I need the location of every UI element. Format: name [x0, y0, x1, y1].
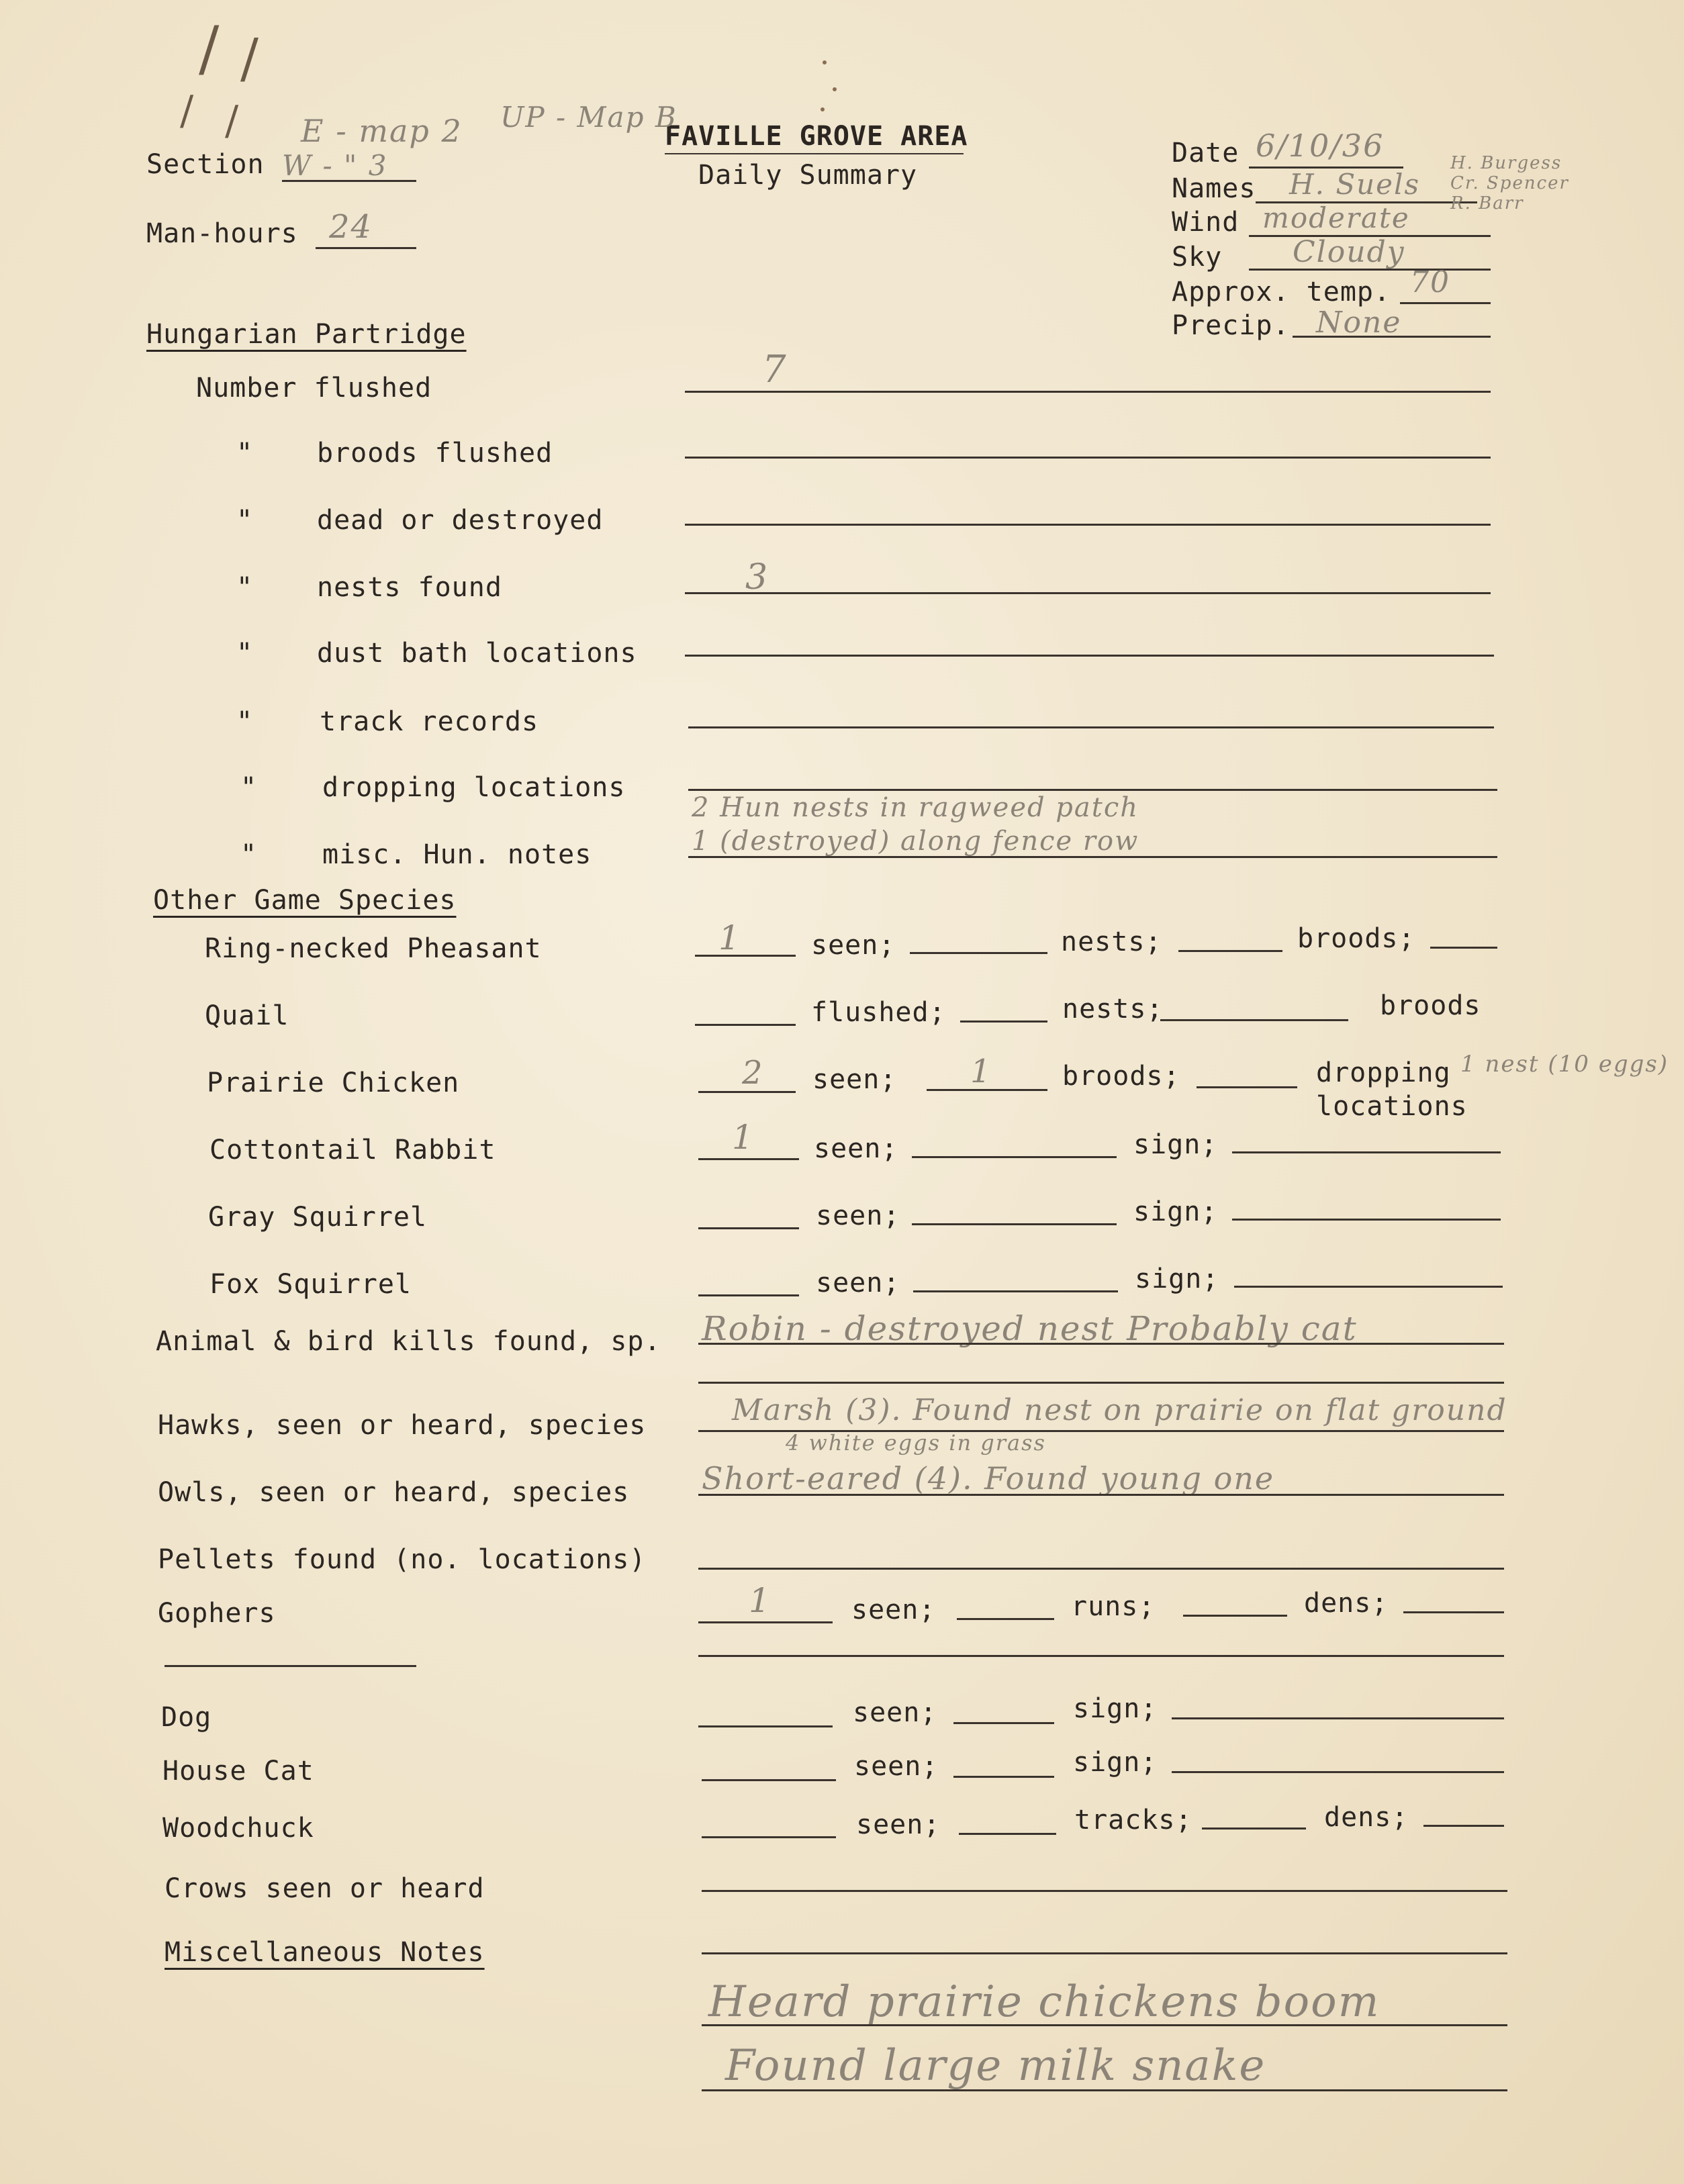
gophers-dens-blank	[1183, 1615, 1287, 1617]
temp-label: Approx. temp.	[1172, 277, 1391, 307]
temp-value: 70	[1410, 265, 1450, 299]
gophers-seen-line	[698, 1621, 833, 1623]
extra-species-line-right	[698, 1655, 1504, 1657]
nests-found-value: 3	[745, 557, 769, 598]
pencil-mark-3: /	[180, 87, 194, 134]
pheasant-seen-value: 1	[718, 918, 741, 957]
tracks-word: tracks;	[1074, 1805, 1192, 1836]
house-cat-extra-line	[953, 1776, 1054, 1778]
stain-dot	[833, 87, 837, 91]
quail-nests-line	[1160, 1019, 1348, 1021]
cottontail-extra-line	[912, 1156, 1117, 1158]
woodchuck-dens-line	[1423, 1825, 1504, 1827]
dog-extra-line	[953, 1722, 1054, 1724]
hawks-label: Hawks, seen or heard, species	[158, 1410, 647, 1441]
fox-squirrel-sign-line	[1234, 1286, 1503, 1288]
form-title: FAVILLE GROVE AREA	[665, 121, 968, 152]
wind-value: moderate	[1262, 201, 1410, 234]
gray-squirrel-label: Gray Squirrel	[208, 1202, 428, 1233]
gophers-dens-line	[1403, 1611, 1504, 1613]
sky-label: Sky	[1172, 242, 1223, 273]
pheasant-broods-line	[1430, 947, 1497, 949]
gophers-label: Gophers	[158, 1598, 276, 1629]
dens-word: dens;	[1304, 1588, 1389, 1619]
kills-value: Robin - destroyed nest Probably cat	[702, 1309, 1358, 1348]
cottontail-label: Cottontail Rabbit	[209, 1135, 496, 1166]
broods-word: broods	[1380, 990, 1481, 1021]
names-value: H. Suels	[1289, 168, 1420, 201]
seen-word: seen;	[812, 1064, 897, 1095]
nests-found-line	[685, 592, 1491, 594]
pencil-mark-2: /	[240, 27, 259, 89]
crows-label: Crows seen or heard	[165, 1873, 485, 1904]
nests-word: nests;	[1061, 927, 1162, 957]
pellets-line	[698, 1568, 1504, 1570]
broods-flushed-label: broods flushed	[317, 438, 553, 469]
gray-squirrel-seen-line	[698, 1227, 799, 1229]
misc-note-1: Heard prairie chickens boom	[708, 1977, 1381, 2027]
date-value: 6/10/36	[1256, 128, 1385, 164]
seen-word: seen;	[814, 1133, 898, 1164]
names-extra-2: Cr. Spencer	[1450, 173, 1569, 193]
cottontail-seen-line	[698, 1158, 799, 1160]
prairie-note: 1 nest (10 eggs)	[1460, 1051, 1669, 1078]
stain-dot	[821, 107, 825, 111]
nests-found-label: nests found	[317, 572, 502, 603]
locations-word: locations	[1316, 1091, 1468, 1122]
house-cat-label: House Cat	[162, 1756, 314, 1787]
names-extra-1: H. Burgess	[1450, 153, 1562, 173]
runs-word: runs;	[1071, 1591, 1156, 1622]
broods-flushed-line	[685, 457, 1491, 459]
prairie-broods-value: 1	[970, 1053, 992, 1090]
ditto-mark: "	[236, 438, 254, 469]
sign-word: sign;	[1135, 1264, 1219, 1294]
title-underline	[665, 153, 964, 154]
sky-value: Cloudy	[1293, 235, 1405, 269]
names-extra-3: R. Barr	[1450, 193, 1524, 213]
quail-label: Quail	[205, 1000, 289, 1031]
precip-line	[1293, 336, 1491, 338]
section-line	[282, 180, 416, 182]
dust-bath-line	[685, 655, 1494, 657]
manhours-line	[316, 247, 416, 249]
stain-dot	[823, 60, 827, 64]
quail-extra-line	[960, 1020, 1047, 1023]
pencil-mark-1: /	[199, 13, 220, 84]
sky-line	[1249, 269, 1491, 271]
pheasant-label: Ring-necked Pheasant	[205, 933, 542, 964]
date-label: Date	[1172, 138, 1239, 169]
flushed-word: flushed;	[811, 997, 946, 1028]
ditto-mark: "	[240, 772, 258, 803]
manhours-value: 24	[329, 208, 373, 246]
gophers-seen-value: 1	[749, 1581, 771, 1620]
manhours-label: Man-hours	[146, 218, 298, 249]
woodchuck-seen-line	[702, 1836, 836, 1838]
hawks-value: Marsh (3). Found nest on prairie on flat ground	[732, 1393, 1507, 1427]
seen-word: seen;	[853, 1697, 937, 1728]
sign-word: sign;	[1073, 1747, 1158, 1778]
dust-bath-label: dust bath locations	[317, 638, 637, 669]
dens-word: dens;	[1324, 1802, 1409, 1833]
crows-line	[702, 1890, 1507, 1892]
kills-label: Animal & bird kills found, sp.	[156, 1326, 661, 1357]
dropping-locations-line	[688, 789, 1497, 791]
owls-label: Owls, seen or heard, species	[158, 1477, 630, 1508]
sign-word: sign;	[1133, 1129, 1218, 1160]
number-flushed-value: 7	[762, 348, 788, 391]
fox-squirrel-extra-line	[913, 1290, 1118, 1292]
cottontail-seen-value: 1	[732, 1118, 755, 1157]
woodchuck-label: Woodchuck	[162, 1813, 314, 1844]
extra-species-line-left	[165, 1665, 416, 1667]
dead-destroyed-label: dead or destroyed	[317, 505, 604, 536]
sign-word: sign;	[1133, 1196, 1218, 1227]
prairie-dropping-line	[1197, 1086, 1297, 1088]
house-cat-sign-line	[1172, 1771, 1504, 1773]
seen-word: seen;	[851, 1595, 936, 1625]
pheasant-seen-line	[695, 955, 796, 957]
misc-line-3	[702, 2089, 1507, 2091]
ditto-mark: "	[236, 572, 254, 603]
hawks-line	[698, 1430, 1504, 1432]
gray-squirrel-extra-line	[912, 1223, 1117, 1225]
section-note: UP - Map B	[500, 101, 677, 134]
ditto-mark: "	[236, 505, 254, 536]
wind-label: Wind	[1172, 207, 1239, 238]
fox-squirrel-label: Fox Squirrel	[209, 1269, 412, 1300]
house-cat-seen-line	[702, 1779, 836, 1781]
number-flushed-label: Number flushed	[196, 373, 432, 403]
seen-word: seen;	[816, 1200, 900, 1231]
ditto-mark: "	[236, 638, 254, 669]
woodchuck-extra-line	[959, 1833, 1056, 1835]
owls-line	[698, 1494, 1504, 1496]
ditto-mark: "	[240, 839, 258, 870]
track-records-line	[688, 726, 1494, 728]
misc-line-1	[702, 1952, 1507, 1954]
owls-value: Short-eared (4). Found young one	[702, 1460, 1275, 1497]
dead-destroyed-line	[685, 524, 1491, 526]
misc-line-2	[702, 2024, 1507, 2026]
section-value-2: W - " 3	[282, 149, 388, 182]
track-records-label: track records	[320, 706, 539, 737]
dog-label: Dog	[161, 1702, 212, 1733]
misc-hun-line	[688, 856, 1497, 858]
section-value-1: E - map 2	[301, 113, 463, 149]
seen-word: seen;	[854, 1751, 939, 1782]
pheasant-nests-line	[1178, 950, 1282, 952]
misc-hun-note-2: 1 (destroyed) along fence row	[692, 826, 1139, 857]
nests-word: nests;	[1062, 994, 1164, 1025]
dog-sign-line	[1172, 1717, 1504, 1719]
dropping-locations-label: dropping locations	[322, 772, 626, 803]
broods-word: broods;	[1062, 1061, 1180, 1092]
other-game-heading: Other Game Species	[153, 885, 457, 916]
kills-line-2	[698, 1382, 1504, 1384]
hawks-note: 4 white eggs in grass	[786, 1430, 1046, 1456]
pheasant-extra-line	[910, 952, 1047, 954]
gophers-runs-blank	[957, 1618, 1054, 1620]
seen-word: seen;	[816, 1268, 900, 1298]
number-flushed-line	[685, 391, 1491, 393]
ditto-mark: "	[236, 706, 254, 737]
seen-word: seen;	[811, 930, 896, 961]
broods-word: broods;	[1297, 923, 1415, 954]
temp-line	[1400, 302, 1491, 304]
misc-notes-heading: Miscellaneous Notes	[165, 1937, 485, 1968]
misc-hun-label: misc. Hun. notes	[322, 839, 592, 870]
cottontail-sign-line	[1232, 1151, 1501, 1153]
precip-label: Precip.	[1172, 310, 1290, 341]
form-subtitle: Daily Summary	[698, 160, 918, 191]
woodchuck-tracks-blank	[1202, 1827, 1306, 1830]
precip-value: None	[1316, 305, 1402, 340]
misc-note-2: Found large milk snake	[725, 2041, 1266, 2091]
prairie-chicken-label: Prairie Chicken	[207, 1067, 460, 1098]
dropping-word: dropping	[1316, 1057, 1451, 1088]
kills-line-1	[698, 1343, 1504, 1345]
sign-word: sign;	[1073, 1693, 1158, 1724]
pencil-mark-4: /	[225, 97, 239, 144]
quail-flushed-line	[695, 1024, 796, 1026]
prairie-seen-line	[698, 1091, 796, 1093]
prairie-seen-value: 2	[742, 1054, 764, 1092]
pellets-label: Pellets found (no. locations)	[158, 1544, 647, 1575]
dog-seen-line	[698, 1725, 833, 1727]
hungarian-heading: Hungarian Partridge	[146, 319, 467, 350]
seen-word: seen;	[856, 1809, 941, 1840]
gray-squirrel-sign-line	[1232, 1219, 1501, 1221]
prairie-broods-line	[927, 1089, 1047, 1091]
names-label: Names	[1172, 173, 1256, 204]
misc-hun-note-1: 2 Hun nests in ragweed patch	[692, 792, 1139, 823]
section-label: Section	[146, 149, 265, 180]
fox-squirrel-seen-line	[698, 1294, 799, 1296]
